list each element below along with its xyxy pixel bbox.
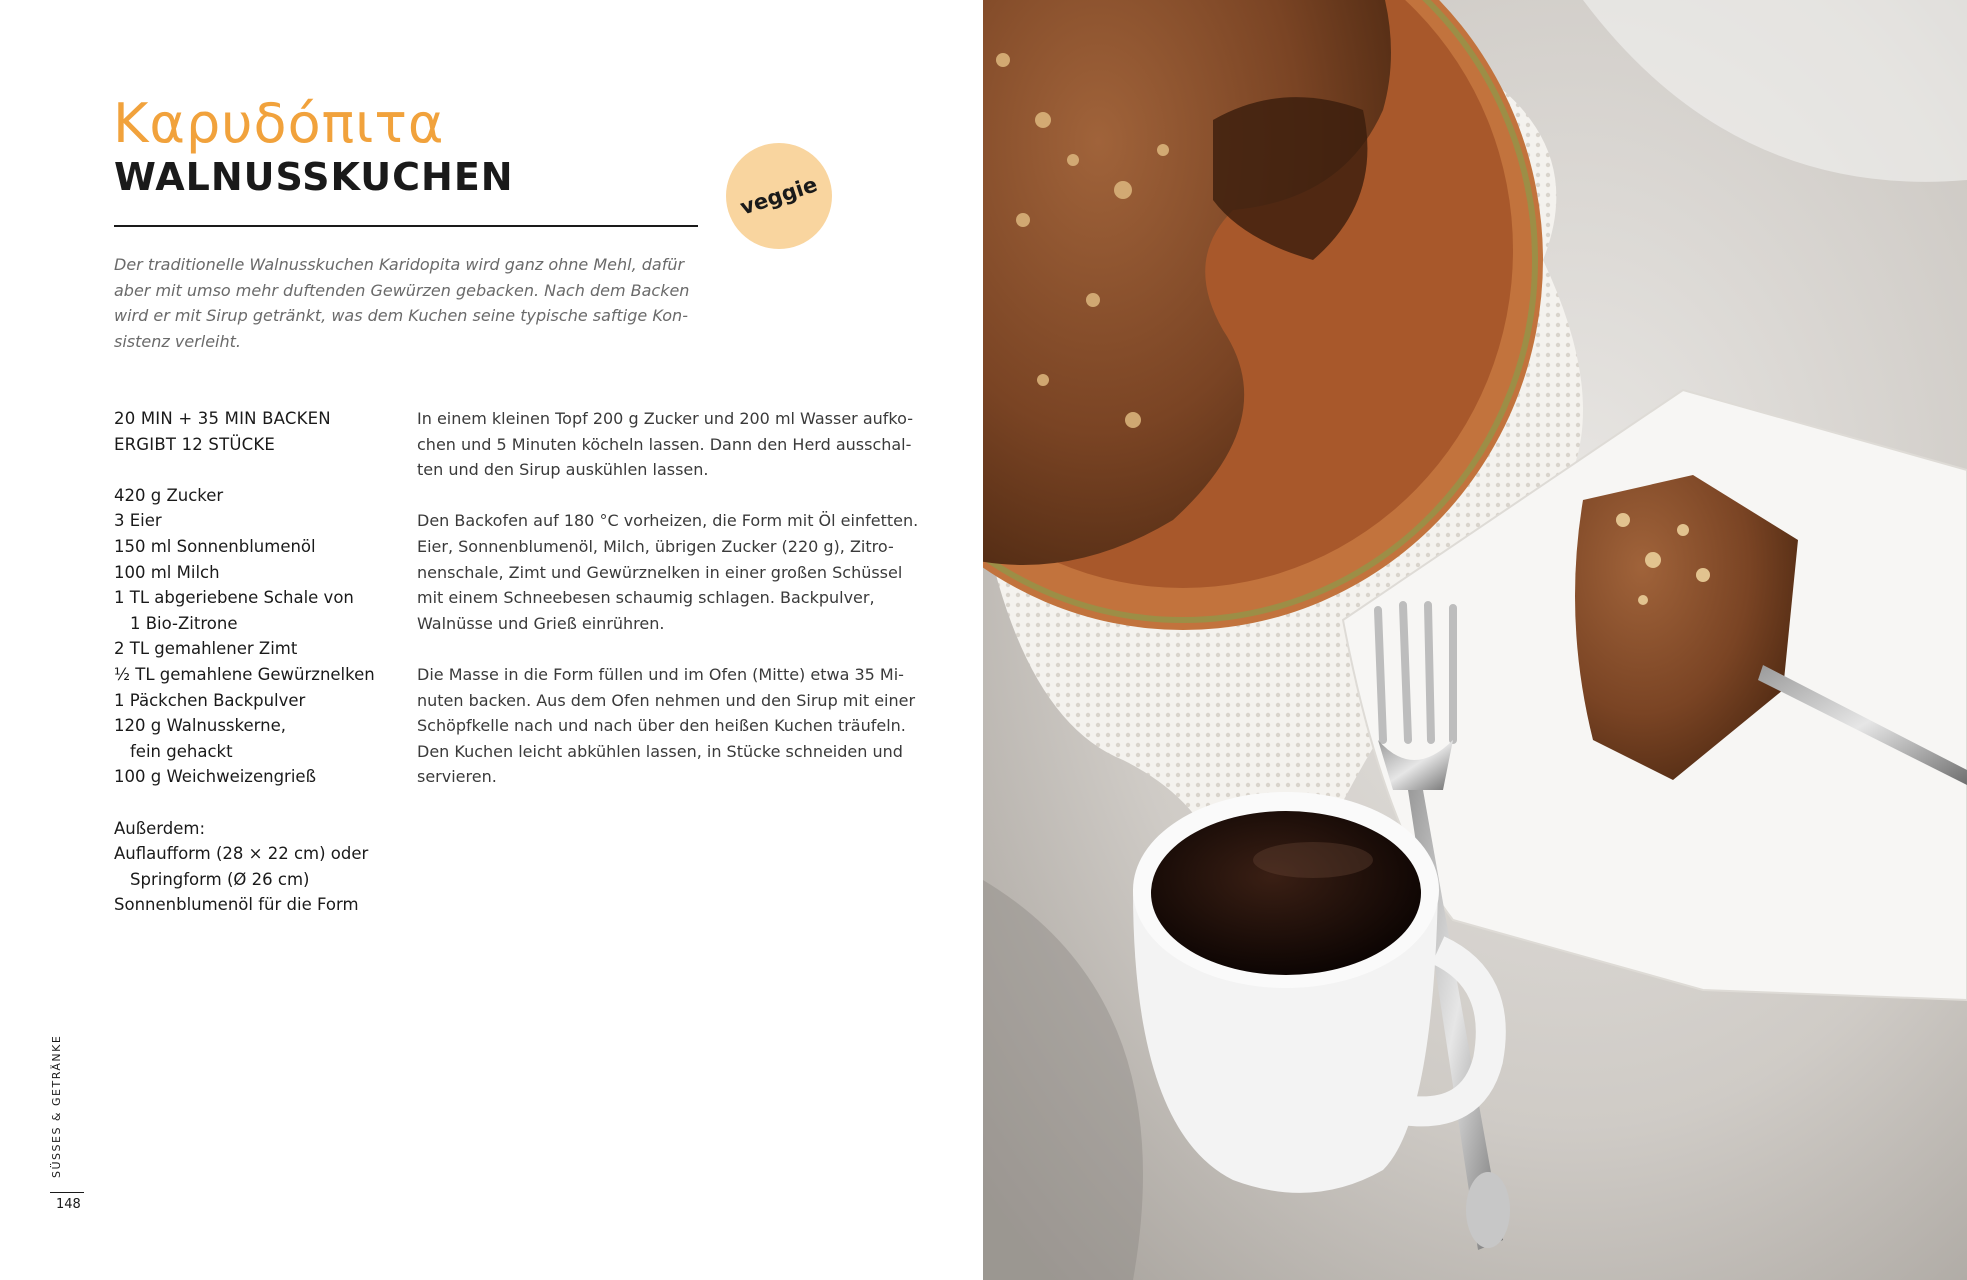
intro-line: aber mit umso mehr duftenden Gewürzen gebacken. Nach dem Backen <box>114 280 690 300</box>
ingredient-item: 1 TL abgeriebene Schale von <box>114 588 354 608</box>
food-photo <box>983 0 1967 1280</box>
ingredient-item: 120 g Walnusskerne, <box>114 716 286 736</box>
recipe-intro <box>114 252 690 354</box>
recipe-title: WALNUSSKUCHEN <box>114 155 514 199</box>
method-line: Den Kuchen leicht abkühlen lassen, in Stücke schneiden und <box>417 741 903 761</box>
ingredient-item: fein gehackt <box>130 741 233 761</box>
intro-line: Der traditionelle Walnusskuchen Karidopita wird ganz ohne Mehl, dafür <box>114 255 685 274</box>
page-number-rule <box>50 1192 84 1193</box>
method-line: Den Backofen auf 180 °C vorheizen, die Form mit Öl einfetten. <box>417 511 919 531</box>
extras-item: Auflaufform (28 × 22 cm) oder <box>114 844 369 864</box>
method-line: Die Masse in die Form füllen und im Ofen (Mitte) etwa 35 Mi- <box>417 664 904 684</box>
method-line: nuten backen. Aus dem Ofen nehmen und den Sirup mit einer <box>417 690 916 710</box>
ingredient-item: 150 ml Sonnenblumenöl <box>114 536 316 556</box>
ingredient-item: ½ TL gemahlene Gewürznelken <box>114 664 375 684</box>
ingredient-item: 3 Eier <box>114 511 162 531</box>
title-divider <box>114 225 698 227</box>
extras-item: Springform (Ø 26 cm) <box>130 869 310 889</box>
coffee <box>1151 811 1421 975</box>
ingredient-item: 2 TL gemahlener Zimt <box>114 639 298 659</box>
veggie-badge-label: veggie <box>737 172 821 220</box>
ingredient-item: 100 g Weichweizengrieß <box>114 767 316 787</box>
page-number: 148 <box>56 1197 81 1212</box>
greek-title: Καρυδόπιτα <box>113 92 445 155</box>
veggie-badge <box>726 143 832 249</box>
section-label: SÜSSES & GETRÄNKE <box>50 1034 63 1178</box>
intro-line: wird er mit Sirup getränkt, was dem Kuchen seine typische saftige Kon- <box>114 306 688 326</box>
yield: ERGIBT 12 STÜCKE <box>114 434 276 454</box>
intro-line: sistenz verleiht. <box>114 331 241 351</box>
extras-item: Sonnenblumenöl für die Form <box>114 895 359 915</box>
method-line: mit einem Schneebesen schaumig schlagen. Backpulver, <box>417 588 875 608</box>
method-line: ten und den Sirup auskühlen lassen. <box>417 460 709 480</box>
extras-heading: Außerdem: <box>114 818 206 838</box>
method-line: In einem kleinen Topf 200 g Zucker und 200 ml Wasser aufko- <box>417 409 913 428</box>
ingredient-item: 100 ml Milch <box>114 562 220 582</box>
ingredient-item: 1 Päckchen Backpulver <box>114 690 306 710</box>
method-line: Walnüsse und Grieß einrühren. <box>417 613 665 633</box>
recipe-page <box>0 0 983 1280</box>
food-photo-illustration <box>983 0 1967 1280</box>
method-line: Schöpfkelle nach und nach über den heißen Kuchen träufeln. <box>417 716 906 736</box>
method-line: nenschale, Zimt und Gewürznelken in einer großen Schüssel <box>417 562 903 582</box>
ingredient-item: 1 Bio-Zitrone <box>130 613 238 633</box>
prep-time: 20 MIN + 35 MIN BACKEN <box>114 409 331 428</box>
ingredient-item: 420 g Zucker <box>114 485 224 505</box>
method-column <box>417 406 917 790</box>
method-line: chen und 5 Minuten köcheln lassen. Dann den Herd ausschal- <box>417 434 912 454</box>
method-line: servieren. <box>417 767 497 787</box>
method-line: Eier, Sonnenblumenöl, Milch, übrigen Zucker (220 g), Zitro- <box>417 536 894 556</box>
ingredients-column <box>114 406 404 918</box>
